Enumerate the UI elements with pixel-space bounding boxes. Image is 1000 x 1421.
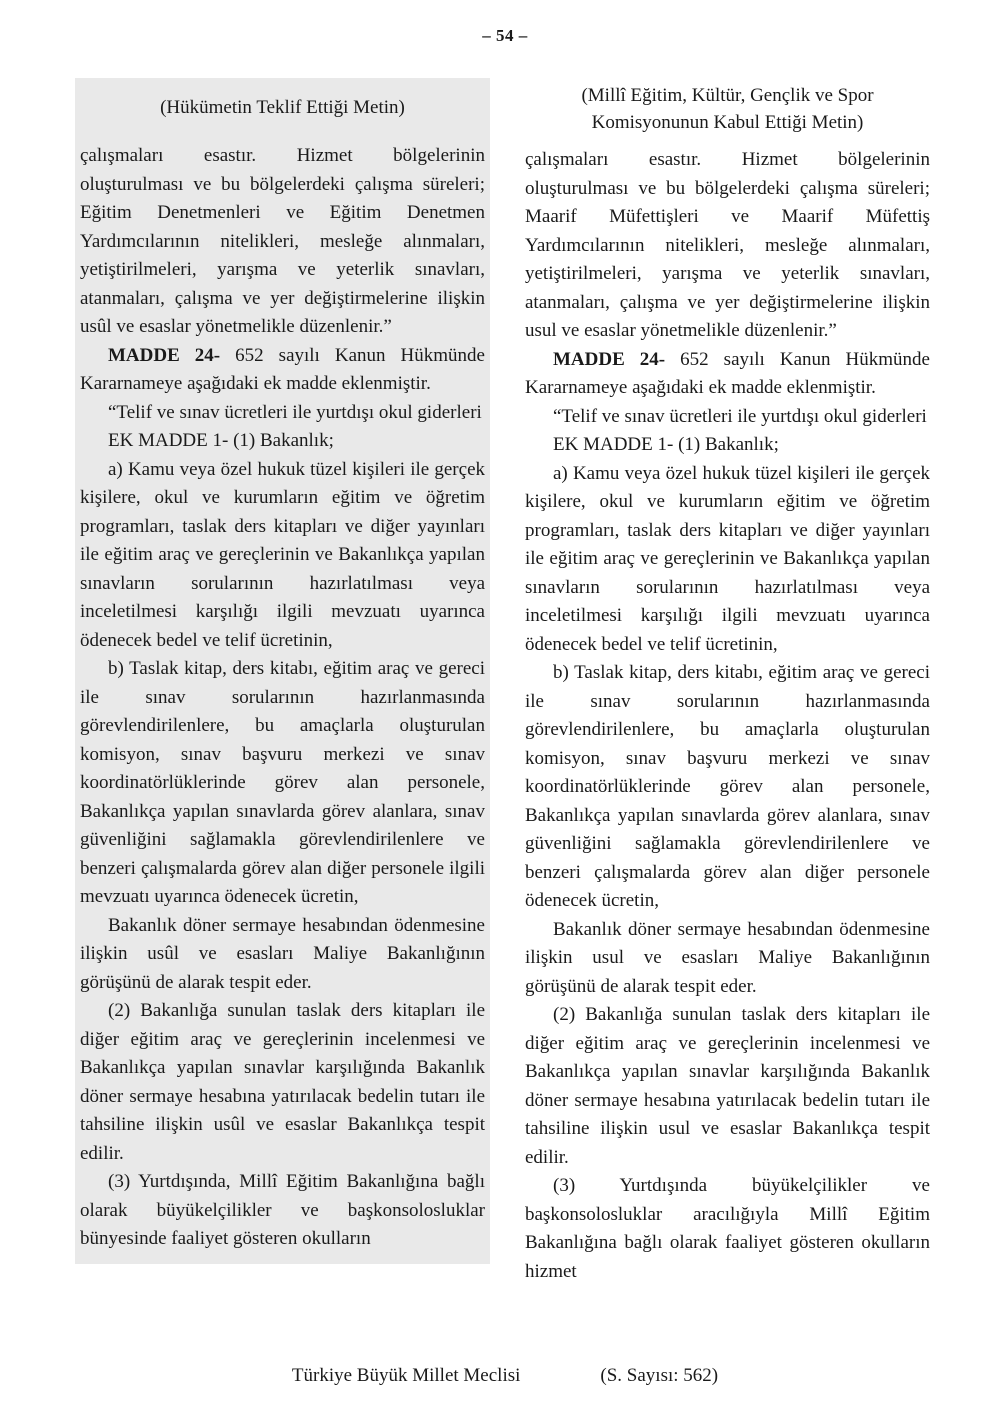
paragraph: b) Taslak kitap, ders kitabı, eğitim araç ve gereci ile sınav sorularının hazırlanmasında görevlendirilenlere, bu amaçlarla oluşturulan komisyon, sınav başvuru merkezi ve sınav koordinatörlüklerinde görev alan personele, Bakanlıkça yapılan sınavlarda görev alanlara, sınav güvenliğini sağlamakla görevlendirilenlere ve benzeri çalışmalarda görev alan diğer personele ilgili mevzuatı uyarınca ödenecek ücretin, [80,658,485,907]
paragraph: çalışmaları esastır. Hizmet bölgelerinin oluşturulması ve bu bölgelerdeki çalışma süreleri; Eğitim Denetmenleri ve Eğitim Denetmen Yardımcılarının nitelikleri, mesleğe alınmaları, yetiştirilmeleri, yarışma ve yeterlik sınavları, atanmaları, çalışma ve yer değiştirmelerine ilişkin usûl ve esaslar yönetmelikle düzenlenir.” [80,145,485,337]
paragraph: (2) Bakanlığa sunulan taslak ders kitapları ile diğer eğitim araç ve gereçlerinin incelenmesi ve Bakanlıkça yapılan sınavlar karşılığında Bakanlık döner sermaye hesabına yatırılacak bedelin tutarı ile tahsiline ilişkin usûl ve esaslar Bakanlıkça tespit edilir. [80,1000,485,1164]
right-column-body [520,144,935,1296]
paragraph: a) Kamu veya özel hukuk tüzel kişileri ile gerçek kişilere, okul ve kurumların eğitim ve öğretim programları, taslak ders kitapları ve diğer yayınları ile eğitim araç ve gereçlerinin ve Bakanlıkça yapılan sınavların sorularının hazırlatılması veya inceletilmesi karşılığı ilgili mevzuatı uyarınca ödenecek bedel ve telif ücretinin, [80,458,485,651]
paragraph: b) Taslak kitap, ders kitabı, eğitim araç ve gereci ile sınav sorularının hazırlanmasında görevlendirilenlere, bu amaçlarla oluşturulan komisyon, sınav başvuru merkezi ve sınav koordinatörlüklerinde görev alan personele, Bakanlıkça yapılan sınavlarda görev alanlara, sınav güvenliğini sağlamakla görevlendirilenlere ve benzeri çalışmalarda görev alan diğer personele ödenecek ücretin, [525,662,930,911]
footer-serial-number: (S. Sayısı: 562) [600,1365,719,1386]
paragraph: MADDE 24- 652 sayılı Kanun Hükmünde Kararnameye aşağıdaki ek madde eklenmiştir. [80,344,485,394]
paragraph: EK MADDE 1- (1) Bakanlık; [553,434,779,455]
paragraph: Bakanlık döner sermaye hesabından ödenmesine ilişkin usul ve esasları Maliye Bakanlığının görüşünü de alarak tespit eder. [525,918,930,997]
left-column-body [75,140,490,1264]
left-column [75,78,490,1264]
paragraph: (3) Yurtdışında büyükelçilikler ve başkonsolosluklar aracılığıyla Millî Eğitim Bakanlığına bağlı olarak faaliyet gösteren okulların hizmet [525,1175,930,1282]
paragraph: MADDE 24- 652 sayılı Kanun Hükmünde Kararnameye aşağıdaki ek madde eklenmiştir. [525,348,930,398]
columns-container [75,78,935,1296]
paragraph: (2) Bakanlığa sunulan taslak ders kitapları ile diğer eğitim araç ve gereçlerinin incelenmesi ve Bakanlıkça yapılan sınavlar karşılığında Bakanlık döner sermaye hesabına yatırılacak bedelin tutarı ile tahsiline ilişkin usul ve esaslar Bakanlıkça tespit edilir. [525,1004,930,1168]
paragraph: “Telif ve sınav ücretleri ile yurtdışı okul giderleri [553,405,927,427]
right-column-header: (Millî Eğitim, Kültür, Gençlik ve Spor Komisyonunun Kabul Ettiği Metin) [581,85,874,133]
paragraph-bold-lead: MADDE 24- [108,344,221,366]
page-number: – 54 – [482,26,528,45]
paragraph: (3) Yurtdışında, Millî Eğitim Bakanlığına bağlı olarak büyükelçilikler ve başkonsolosluklar bünyesinde faaliyet gösteren okulların [80,1171,485,1249]
footer-institution: Türkiye Büyük Millet Meclisi [291,1365,521,1386]
paragraph: Bakanlık döner sermaye hesabından ödenmesine ilişkin usûl ve esasları Maliye Bakanlığının görüşünü de alarak tespit eder. [80,914,485,993]
page-footer [75,1337,935,1387]
paragraph-bold-lead: MADDE 24- [553,348,666,370]
paragraph: çalışmaları esastır. Hizmet bölgelerinin oluşturulması ve bu bölgelerdeki çalışma süreleri; Maarif Müfettişleri ve Maarif Müfettiş Yardımcılarının nitelikleri, mesleğe alınmaları, yetiştirilmeleri, yarışma ve yeterlik sınavları, atanmaları, çalışma ve yer değiştirmelerine ilişkin usul ve esaslar yönetmelikle düzenlenir.” [525,149,930,341]
paragraph: EK MADDE 1- (1) Bakanlık; [108,430,334,451]
paragraph: “Telif ve sınav ücretleri ile yurtdışı okul giderleri [108,401,482,423]
paragraph: a) Kamu veya özel hukuk tüzel kişileri ile gerçek kişilere, okul ve kurumların eğitim ve öğretim programları, taslak ders kitapları ve diğer yayınları ile eğitim araç ve gereçlerinin ve Bakanlıkça yapılan sınavların sorularının hazırlatılması veya inceletilmesi karşılığı ilgili mevzuatı uyarınca ödenecek bedel ve telif ücretinin, [525,462,930,655]
right-column [520,78,935,1296]
left-column-header: (Hükümetin Teklif Ettiği Metin) [160,96,405,118]
